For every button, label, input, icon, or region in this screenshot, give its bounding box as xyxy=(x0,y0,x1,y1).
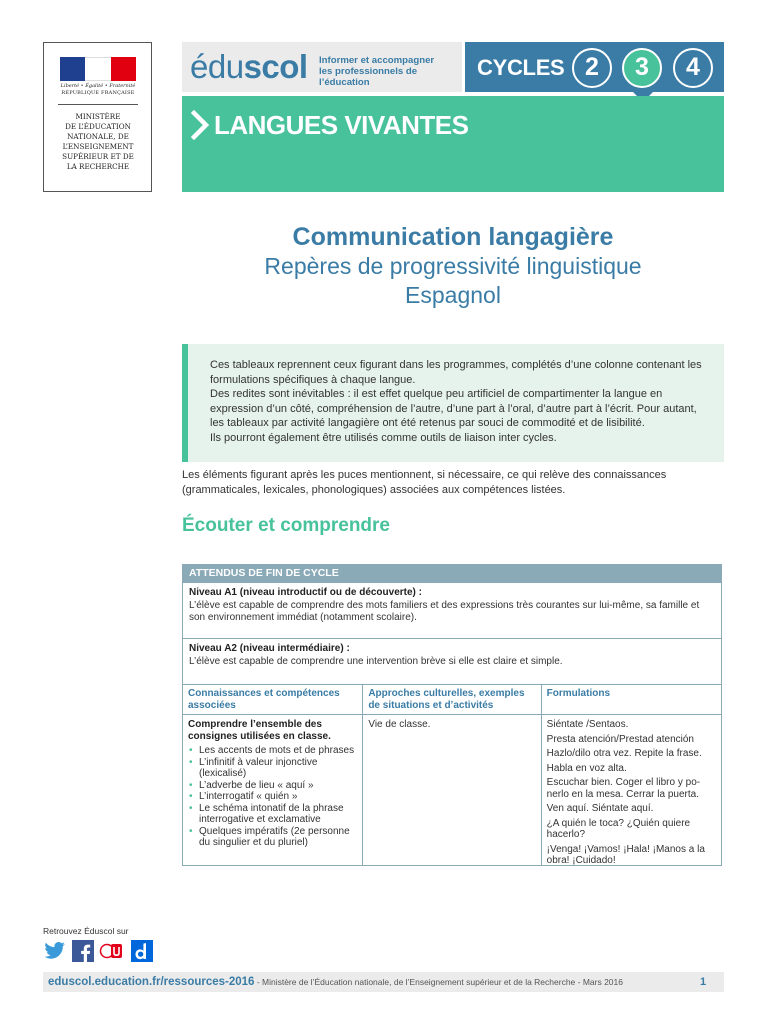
section-title: Écouter et comprendre xyxy=(182,515,390,536)
intro-paragraph: Des redites sont inévitables : il est effet quelque peu artificiel de compartimenter la langue en expression d’un côté, compréhension de l’autre, d’une part à l’oral, d’autre part à l’écrit. Pour autant, les tableaux par activité langagière ont été retenus par souci de commodité et de lisibilité. xyxy=(210,388,697,429)
eduscol-tagline: Informer et accompagner les professionnels de l’éducation xyxy=(319,55,435,88)
formulation-item: ¡Venga! ¡Vamos! ¡Hala! ¡Manos a la obra! ¡Cuidado! xyxy=(546,843,705,866)
formulation-item: Siéntate /Sentaos. xyxy=(546,719,629,730)
knowledge-cell xyxy=(183,715,362,865)
cycle-4-badge: 4 xyxy=(673,48,713,88)
list-item: • L’interrogatif « quién » xyxy=(188,791,357,803)
page-number: 1 xyxy=(700,976,707,988)
level-a2-label: Niveau A2 (niveau intermédiaire) : xyxy=(189,643,350,654)
level-a2-text: L’élève est capable de comprendre une intervention brève si elle est claire et simple. xyxy=(189,655,563,667)
follow-label: Retrouvez Éduscol sur xyxy=(43,926,129,936)
knowledge-list xyxy=(188,745,357,849)
table-column-headers xyxy=(183,684,721,714)
knowledge-title: Comprendre l’ensemble des consignes utilisées en classe. xyxy=(188,719,331,742)
cycle-3-badge-active: 3 xyxy=(622,48,662,88)
cycles-label: CYCLES xyxy=(477,55,565,80)
chevron-right-icon xyxy=(190,110,210,140)
facebook-icon[interactable] xyxy=(71,940,95,962)
intro-paragraph: Ils pourront également être utilisés comme outils de liaison inter cycles. xyxy=(210,431,557,444)
cycle-2-badge: 2 xyxy=(572,48,612,88)
republic-motto: Liberté • Égalité • Fraternité xyxy=(60,83,136,89)
table-header: ATTENDUS DE FIN DE CYCLE xyxy=(183,565,721,582)
footer-credits: - Ministère de l’Éducation nationale, de l’Enseignement supérieur et de la Recherche - Mars 2016 xyxy=(254,977,623,987)
document-subtitle: Repères de progressivité linguistique xyxy=(264,253,642,279)
formulations-cell xyxy=(541,715,721,865)
bullet-note: Les éléments figurant après les puces mentionnent, si nécessaire, ce qui relève des connaissances (grammaticales, lexicales, phonologiques) associées aux compétences listées. xyxy=(182,469,667,496)
list-item: • L’infinitif à valeur injonctive (lexicalisé) xyxy=(188,757,357,780)
ministry-name: MINISTÈRE DE L’ÉDUCATION NATIONALE, DE L’ENSEIGNEMENT SUPÉRIEUR ET DE LA RECHERCHE xyxy=(62,112,134,171)
level-a1-text: L’élève est capable de comprendre des mots familiers et des expressions très courantes sur lui-même, sa famille et son environnement immédiat (notamment scolaire). xyxy=(189,599,700,623)
level-a2-row xyxy=(183,638,721,684)
level-a1-label: Niveau A1 (niveau introductif ou de découverte) : xyxy=(189,587,422,598)
formulation-item: Ven aquí. Siéntate aquí. xyxy=(546,803,654,814)
formulation-item: Hazlo/dilo otra vez. Repite la frase. xyxy=(546,748,702,759)
level-a1-row xyxy=(183,582,721,638)
subject-title: LANGUES VIVANTES xyxy=(214,110,469,140)
list-item: • Quelques impératifs (2e personne du singulier et du pluriel) xyxy=(188,826,357,849)
twitter-icon[interactable] xyxy=(43,940,67,962)
formulation-item: Escuchar bien. Coger el libro y ponerlo en la mesa. Cerrar la puerta. xyxy=(546,777,701,800)
document-language: Espagnol xyxy=(405,282,501,308)
formulation-item: ¿A quién le toca? ¿Quién quiere hacerlo? xyxy=(546,817,691,840)
document-title: Communication langagière xyxy=(292,223,614,251)
culture-cell xyxy=(362,715,540,865)
list-item: • L’adverbe de lieu « aquí » xyxy=(188,780,357,792)
intro-paragraph: Ces tableaux reprennent ceux figurant dans les programmes, complétés d’une colonne contenant les formulations spécifiques à chaque langue. xyxy=(210,359,702,386)
footer-url-link[interactable]: eduscol.education.fr/ressources-2016 xyxy=(48,976,255,988)
subject-band xyxy=(182,96,724,192)
ministry-logo xyxy=(43,42,152,192)
list-item: • Les accents de mots et de phrases xyxy=(188,745,357,757)
marianne-flag-icon xyxy=(60,57,136,81)
list-item: • Le schéma intonatif de la phrase interrogative et exclamative xyxy=(188,803,357,826)
culture-text: Vie de classe. xyxy=(368,719,431,730)
column-header: Formulations xyxy=(541,685,721,714)
dailymotion-icon[interactable] xyxy=(129,940,153,962)
canal-u-icon[interactable] xyxy=(99,940,123,962)
formulation-item: Habla en voz alta. xyxy=(546,762,627,774)
republic-name: RÉPUBLIQUE FRANÇAISE xyxy=(61,90,135,96)
eduscol-logo[interactable]: éduscol xyxy=(190,48,308,85)
competency-table xyxy=(182,564,722,866)
intro-box xyxy=(182,344,724,462)
column-header: Approches culturelles, exemples de situations et d’activités xyxy=(362,685,540,714)
eduscol-header xyxy=(182,42,462,92)
document-title-block xyxy=(182,222,724,310)
footer-bar xyxy=(43,972,724,992)
table-row xyxy=(183,714,721,865)
column-header: Connaissances et compétences associées xyxy=(188,688,340,711)
cycles-header xyxy=(465,42,724,92)
formulation-item: Presta atención/Prestad atención xyxy=(546,733,694,745)
